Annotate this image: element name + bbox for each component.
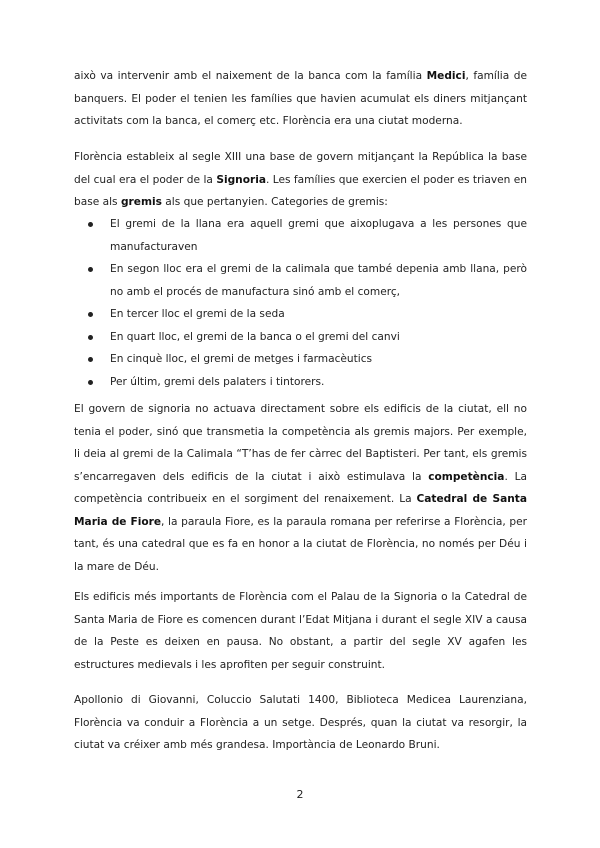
bold-term-gremis: gremis (120, 196, 162, 208)
list-item (74, 326, 527, 349)
paragraph-govern (74, 398, 527, 578)
list-item (74, 213, 527, 258)
paragraph-medici (74, 65, 527, 133)
page-number: 2 (296, 788, 304, 801)
bullet-icon (88, 335, 93, 340)
list-item-text: En tercer lloc el gremi de la seda (110, 308, 285, 320)
paragraph-signoria (74, 146, 527, 214)
bold-term-competencia: competència (428, 470, 505, 483)
paragraph-apollonio: Apollonio di Giovanni, Coluccio Salutati 1400, Biblioteca Medicea Laurenziana, Florència va conduir a Florència a un setge. Després, quan la ciutat va resorgir, la ciutat va créixer amb més grandesa. Importància de Leonardo Bruni. (74, 694, 527, 751)
text-run: als que pertanyien. Categories de gremis: (161, 196, 388, 208)
list-item-text: En cinquè lloc, el gremi de metges i farmacèutics (110, 353, 373, 365)
guilds-list (74, 213, 527, 393)
list-item-text: En segon lloc era el gremi de la calimala que també depenia amb llana, però no amb el procés de manufactura sinó amb el comerç, (110, 263, 527, 298)
bullet-icon (88, 357, 93, 362)
text-run: , família de banquers. El poder el tenien les famílies que havien acumulat els diners mitjançant activitats com la banca, el comerç etc. Florència era una ciutat moderna. (74, 70, 527, 127)
list-item-text: En quart lloc, el gremi de la banca o el gremi del canvi (110, 330, 400, 343)
list-item (74, 303, 527, 326)
bullet-icon (88, 380, 93, 385)
list-item (74, 371, 527, 394)
list-item (74, 348, 527, 371)
list-item-text: Per últim, gremi dels palaters i tintorers. (110, 375, 325, 388)
bold-term-medici: Medici (426, 70, 466, 82)
list-item (74, 258, 527, 303)
bold-term-signoria: Signoria (216, 173, 266, 186)
text-run: , la paraula Fiore, es la paraula romana per referirse a Florència, per tant, és una catedral que es fa en honor a la ciutat de Florència, no només per Déu i la mare de Déu. (74, 515, 527, 573)
bullet-icon (88, 267, 93, 272)
text-run: això va intervenir amb el naixement de la banca com la família (74, 70, 427, 82)
bullet-icon (88, 312, 93, 317)
text-run: . Les famílies que exercien el poder es triaven en base als (74, 173, 528, 208)
bold-term-catedral: Catedral de Santa Maria de Fiore (74, 493, 527, 528)
bullet-icon (88, 222, 93, 227)
text-run: El govern de signoria no actuava directament sobre els edificis de la ciutat, ell no tenia el poder, sinó que transmetia la competència als gremis majors. Per exemple, li deia al gremi de la Calimala “T’has de fer càrrec del Baptisteri. Per tant, els gremis s’encarregaven dels edificis de la ciutat i això estimulava la (74, 403, 527, 483)
paragraph-edificis: Els edificis més importants de Florència com el Palau de la Signoria o la Catedral de Santa Maria de Fiore es comencen durant l’Edat Mitjana i durant el segle XIV a causa de la Peste es deixen en pausa. No obstant, a partir del segle XV agafen les estructures medievals i les aprofiten per seguir construint. (74, 591, 527, 671)
list-item-text: El gremi de la llana era aquell gremi que aixoplugava a les persones que manufacturaven (110, 218, 527, 253)
text-run: . La competència contribueix en el sorgiment del renaixement. La (74, 470, 527, 505)
text-run: Florència estableix al segle XIII una base de govern mitjançant la República la base del cual era el poder de la (74, 151, 527, 186)
